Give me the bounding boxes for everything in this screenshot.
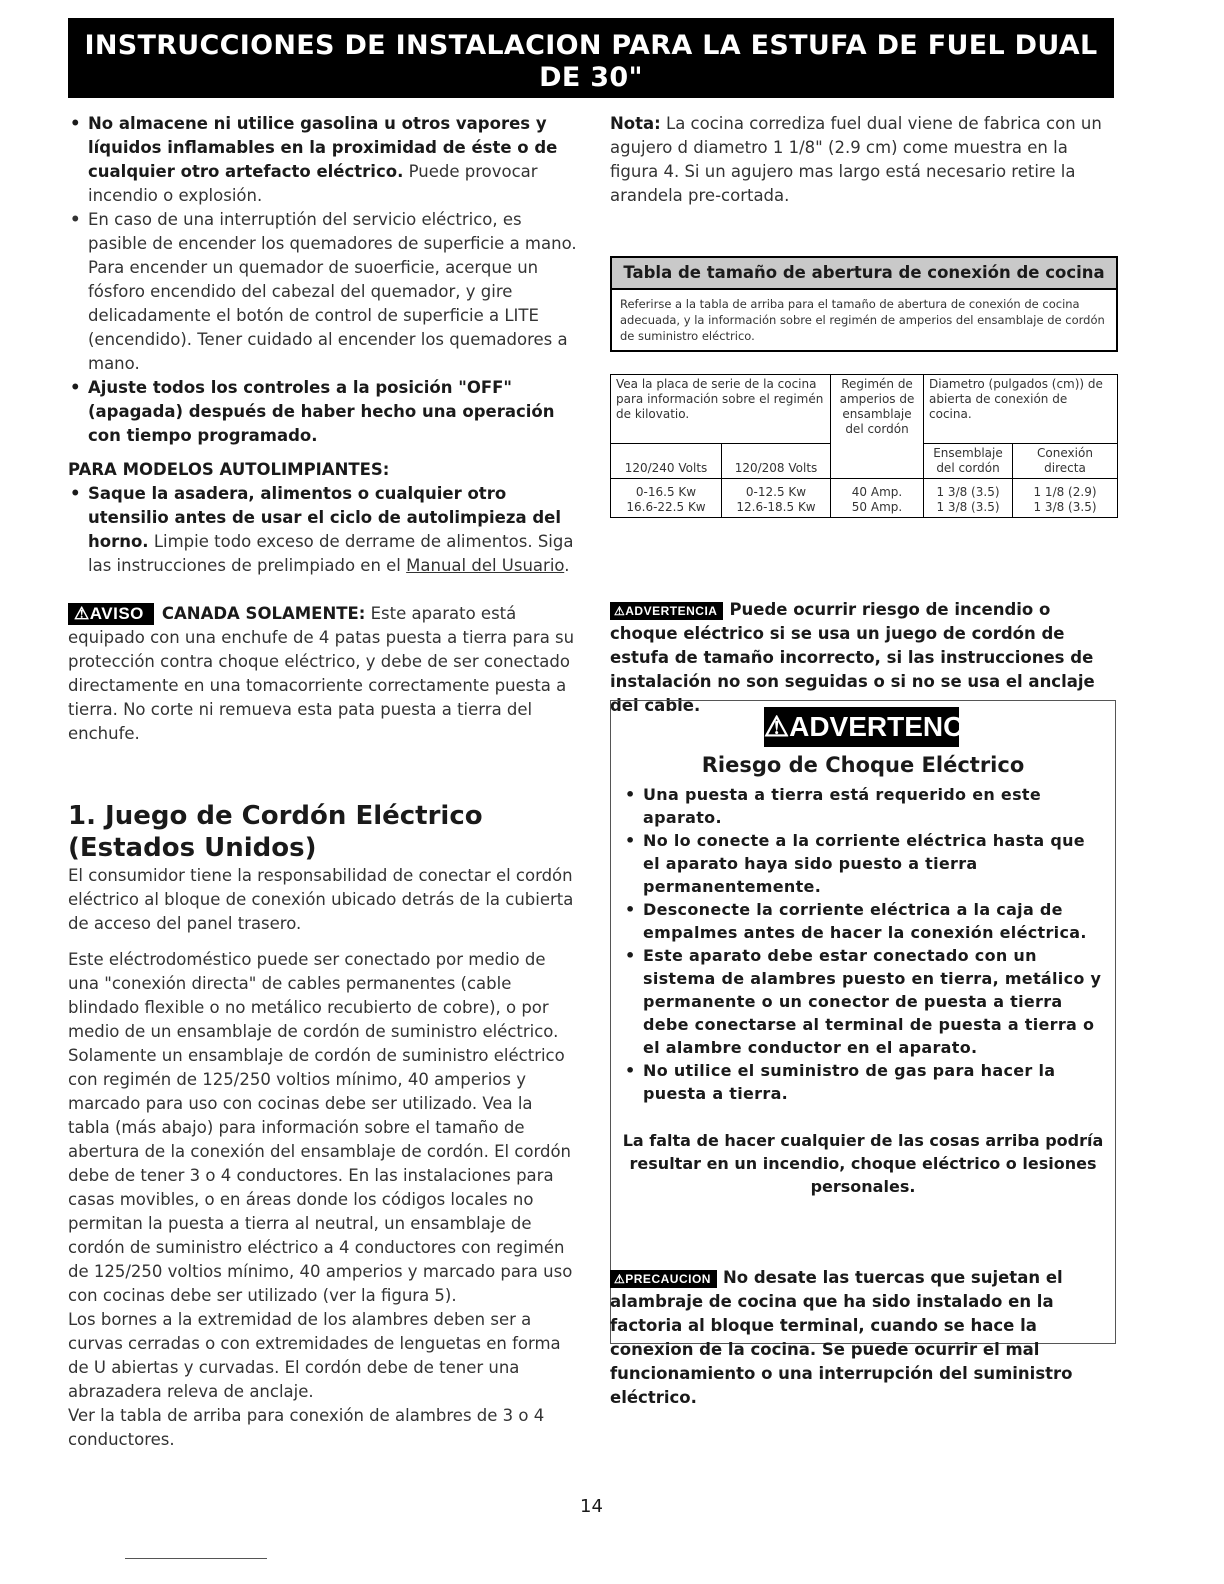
bullet-autolimpieza: • Saque la asadera, alimentos o cualquier otro utensilio antes de usar el ciclo de autolimpieza del horno. Limpie todo exceso de derrame de alimentos. Siga las instrucciones de prelimpiado en el Manual del Usuario. (68, 482, 578, 578)
th-ensamblaje: Ensemblaje del cordón (924, 444, 1013, 479)
paragraph-consumidor: El consumidor tiene la responsabilidad de conectar el cordón eléctrico al bloque de conexión ubicado detrás de la cubierta de acceso del panel trasero. (68, 866, 574, 933)
th-conexion: Conexión directa (1013, 444, 1118, 479)
list-item: • Una puesta a tierra está requerido en este aparato. (623, 783, 1103, 829)
autolimpiantes-heading: PARA MODELOS AUTOLIMPIANTES: (68, 460, 390, 479)
warning-triangle-icon: ⚠ (614, 604, 626, 618)
warning-heading: Riesgo de Choque Eléctrico (701, 753, 1025, 777)
th-diametro: Diametro (pulgados (cm)) de abierta de conexión de cocina. (924, 375, 1118, 444)
paragraph-bornes: Los bornes a la extremidad de los alambres deben ser a curvas cerradas o con extremidades de lenguetas en forma de U abiertas y curvadas. El cordón debe de tener una abrazadera releva de anclaje. (68, 1310, 561, 1401)
right-column (610, 112, 1116, 1407)
table-row: 0-16.5 Kw 16.6-22.5 Kw 0-12.5 Kw 12.6-18.5 Kw 40 Amp. 50 Amp. 1 3/8 (3.5) 1 3/8 (3.5) 1 1/8 (2.9) 1 3/8 (3.5) (611, 479, 1118, 518)
warning-triangle-icon: ⚠ (614, 1272, 626, 1286)
section-title: 1. Juego de Cordón Eléctrico (Estados Unidos) (68, 801, 483, 863)
header-title: INSTRUCCIONES DE INSTALACION PARA LA ESTUFA DE FUEL DUAL DE 30" (84, 30, 1098, 93)
list-item: • Desconecte la corriente eléctrica a la caja de empalmes antes de hacer la conexión eléctrica. (623, 898, 1103, 944)
warning-triangle-icon: ⚠ (764, 711, 790, 742)
bullet-controles-off: • Ajuste todos los controles a la posición "OFF" (apagada) después de haber hecho una operación con tiempo programado. (68, 376, 578, 448)
table-title: Tabla de tamaño de abertura de conexión de cocina (612, 258, 1116, 290)
nota-paragraph: Nota: La cocina corrediza fuel dual viene de fabrica con un agujero d diametro 1 1/8" (2.9 cm) come muestra en la figura 4. Si un agujero mas largo está necesario retire la arandela pre-cortada. (610, 114, 1102, 205)
header-subtitle: (Para Modelos con un Horno Eléctrico y una Estufa a Gas) (315, 97, 867, 117)
table-row (611, 375, 1118, 444)
page-header (68, 18, 1114, 117)
list-item: • Este aparato debe estar conectado con un sistema de alambres puesto en tierra, metálico y permanente o un conector de puesta a tierra debe conectarse al terminal de puesta a tierra o el alambre conductor en el aparato. (623, 944, 1103, 1059)
aviso-paragraph: ⚠AVISO CANADA SOLAMENTE: Este aparato está equipado con una enchufe de 4 patas puesta a tierra para su protección contra choque eléctrico, y debe de ser conectado directamente en una tomacorriente correctamente puesta a tierra. No corte ni remueva esta pata puesta a tierra del enchufe. (68, 604, 575, 743)
page-number: 14 (580, 1496, 603, 1517)
warning-footer: La falta de hacer cualquier de las cosas arriba podría resultar en un incendio, choque eléctrico o lesiones personales. (622, 1131, 1104, 1196)
table-description: Referirse a la tabla de arriba para el tamaño de abertura de conexión de cocina adecuada, y la información sobre el regimén de amperios del ensamblaje de cordón de suministro eléctrico. (620, 297, 1105, 343)
list-item: • No lo conecte a la corriente eléctrica hasta que el aparato haya sido puesto a tierra permanentemente. (623, 829, 1103, 898)
warning-triangle-icon: ⚠ (74, 604, 90, 623)
bullet-interrupcion: • En caso de una interruptión del servicio eléctrico, es pasible de encender los quemadores de superficie a mano. Para encender un quemador de suoerficie, acerque un fósforo encendido del cabezal del quemador, y gire delicadamente el botón de control de superficie a LITE (encendido). Tener cuidado al encender los quemadores a mano. (68, 208, 578, 376)
advertencia-badge: ⚠ADVERTENCIA (610, 602, 723, 620)
warning-list (623, 783, 1103, 1105)
table-header-box (610, 256, 1118, 352)
th-120-208: 120/208 Volts (722, 444, 831, 479)
warning-banner: ⚠ADVERTENCIA (764, 707, 959, 747)
th-placa: Vea la placa de serie de la cocina para información sobre el regimén de kilovatio. (611, 375, 831, 444)
precaucion-paragraph: ⚠PRECAUCION No desate las tuercas que sujetan el alambraje de cocina que ha sido instalado en la factoria al bloque terminal, cuando se hace la conexion de la cocina. Se puede ocurrir el mal funcionamiento o una interrupción del suministro eléctrico. (610, 1268, 1073, 1407)
warning-box (610, 700, 1116, 1344)
manual-link[interactable]: Manual del Usuario (406, 556, 565, 575)
advertencia-paragraph: ⚠ADVERTENCIA Puede ocurrir riesgo de incendio o choque eléctrico si se usa un juego de cordón de estufa de tamaño incorrecto, si las instrucciones de instalación no son seguidas o si no se usa el anclaje del cable. (610, 600, 1095, 715)
aviso-badge: ⚠AVISO (68, 603, 154, 625)
left-column (68, 112, 578, 1452)
th-regimen: Regimén de amperios de ensamblaje del cordón (831, 375, 924, 479)
paragraph-ver-tabla: Ver la tabla de arriba para conexión de alambres de 3 o 4 conductores. (68, 1406, 545, 1449)
paragraph-conexion: Este eléctrodoméstico puede ser conectado por medio de una "conexión directa" de cables permanentes (cable blindado flexible o no metálico recubierto de cobre), o por medio de un ensamblaje de cordón de suministro eléctrico. Solamente un ensamblaje de cordón de suministro eléctrico con regimén de 125/250 voltios mínimo, 40 amperios y marcado para uso con cocinas debe ser utilizado. Vea la tabla (más abajo) para información sobre el tamaño de abertura de la conexión del ensamblaje de cordón. El cordón debe de tener 3 o 4 conductores. En las instalaciones para casas movibles, o en áreas donde los códigos locales no permitan la puesta a tierra al neutral, un ensamblaje de cordón de suministro eléctrico a 4 conductores con regimén de 125/250 voltios mínimo, 40 amperios y marcado para uso con cocinas debe ser utilizado (ver la figura 5). (68, 950, 573, 1305)
precaucion-badge: ⚠PRECAUCION (610, 1270, 717, 1288)
footer-rule (125, 1558, 267, 1559)
connection-table (610, 374, 1118, 518)
th-120-240: 120/240 Volts (611, 444, 722, 479)
bullet-gasolina: • No almacene ni utilice gasolina u otros vapores y líquidos inflamables en la proximidad de éste o de cualquier otro artefacto eléctrico. Puede provocar incendio o explosión. (68, 112, 578, 208)
list-item: • No utilice el suministro de gas para hacer la puesta a tierra. (623, 1059, 1103, 1105)
